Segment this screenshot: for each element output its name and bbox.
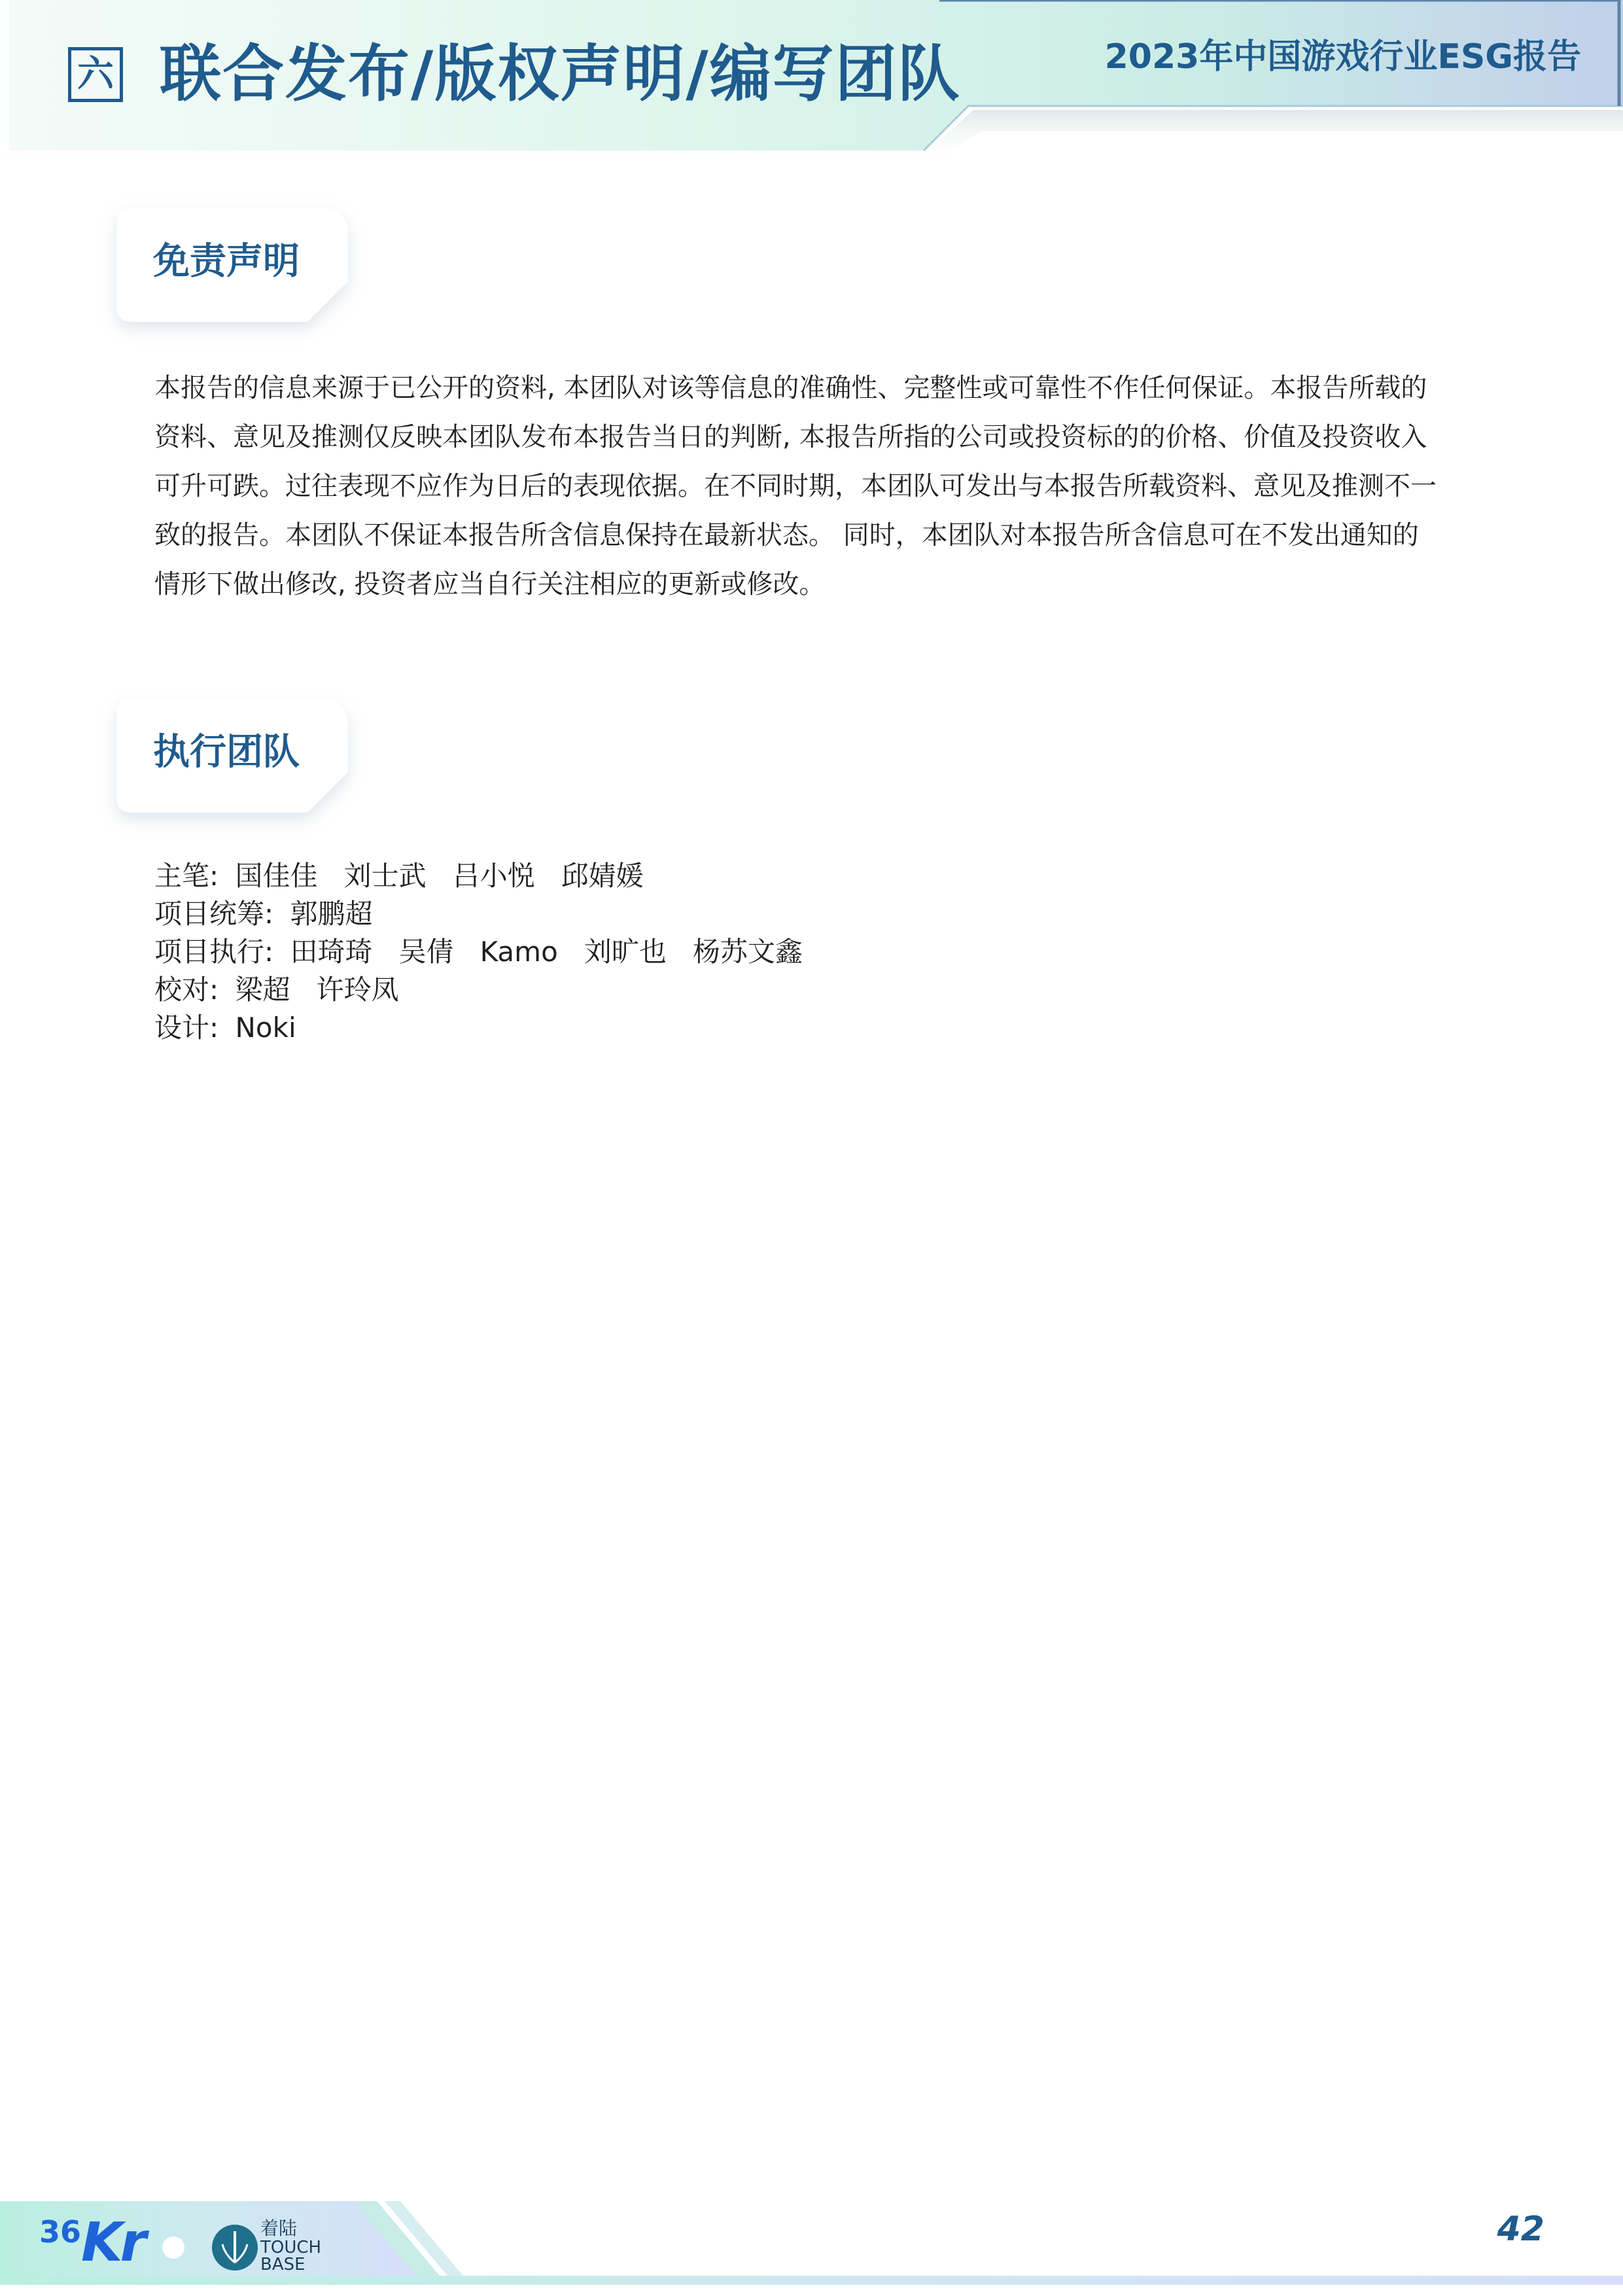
header-banner — [0, 0, 1623, 157]
team-member-line — [154, 895, 803, 933]
team-names: 田琦琦 吴倩 Kamo 刘旷也 杨苏文鑫 — [290, 936, 803, 968]
section-number-box: 六 — [68, 47, 123, 102]
page-number: 42 — [1497, 2210, 1544, 2249]
disclaimer-line: 致的报告。本团队不保证本报告所含信息保持在最新状态。 同时，本团队对本报告所含信息可在不发出通知的 — [154, 520, 1419, 550]
36kr-logo-text: Kr — [81, 2212, 144, 2274]
team-role: 项目统筹: — [154, 898, 274, 930]
team-member-line — [154, 857, 803, 895]
disclaimer-heading-tab — [116, 208, 348, 321]
team-member-line — [154, 933, 803, 971]
36kr-logo — [39, 2212, 144, 2274]
report-title: 2023年中国游戏行业ESG报告 — [1104, 37, 1581, 77]
team-heading-tab — [116, 699, 348, 811]
team-names: Noki — [235, 1012, 296, 1044]
disclaimer-paragraph — [154, 364, 1469, 609]
logo-separator-dot — [162, 2236, 184, 2259]
team-member-line — [154, 1009, 803, 1047]
team-names: 郭鹏超 — [290, 898, 373, 930]
team-names: 梁超 许玲凤 — [235, 974, 399, 1006]
touchbase-logo — [211, 2219, 341, 2278]
touchbase-logo-en-2: BASE — [260, 2255, 305, 2274]
team-heading: 执行团队 — [153, 731, 300, 773]
disclaimer-line: 本报告的信息来源于已公开的资料, 本团队对该等信息的准确性、完整性或可靠性不作任何保证。本报告所载的 — [154, 373, 1427, 403]
touchbase-emblem-icon — [211, 2222, 259, 2273]
touchbase-logo-cn: 着陆 — [260, 2217, 298, 2239]
team-member-line — [154, 971, 803, 1009]
footer-bar — [0, 2192, 1623, 2296]
team-role: 主笔: — [154, 860, 219, 892]
team-role: 校对: — [154, 974, 219, 1006]
touchbase-logo-en-1: TOUCH — [260, 2238, 322, 2257]
team-role: 项目执行: — [154, 936, 274, 968]
disclaimer-heading: 免责声明 — [153, 240, 300, 283]
team-names: 国佳佳 刘士武 吕小悦 邱婧媛 — [235, 860, 644, 892]
team-list — [154, 857, 803, 1047]
disclaimer-line: 资料、意见及推测仅反映本团队发布本报告当日的判断, 本报告所指的公司或投资标的的价格、价值及投资收入 — [154, 422, 1427, 452]
page-title: 联合发布/版权声明/编写团队 — [160, 39, 961, 110]
disclaimer-line: 情形下做出修改, 投资者应当自行关注相应的更新或修改。 — [154, 569, 826, 599]
team-role: 设计: — [154, 1012, 219, 1044]
disclaimer-line: 可升可跌。过往表现不应作为日后的表现依据。在不同时期，本团队可发出与本报告所载资料、意见及推测不一 — [154, 471, 1437, 501]
36kr-logo-number: 36 — [39, 2214, 82, 2250]
